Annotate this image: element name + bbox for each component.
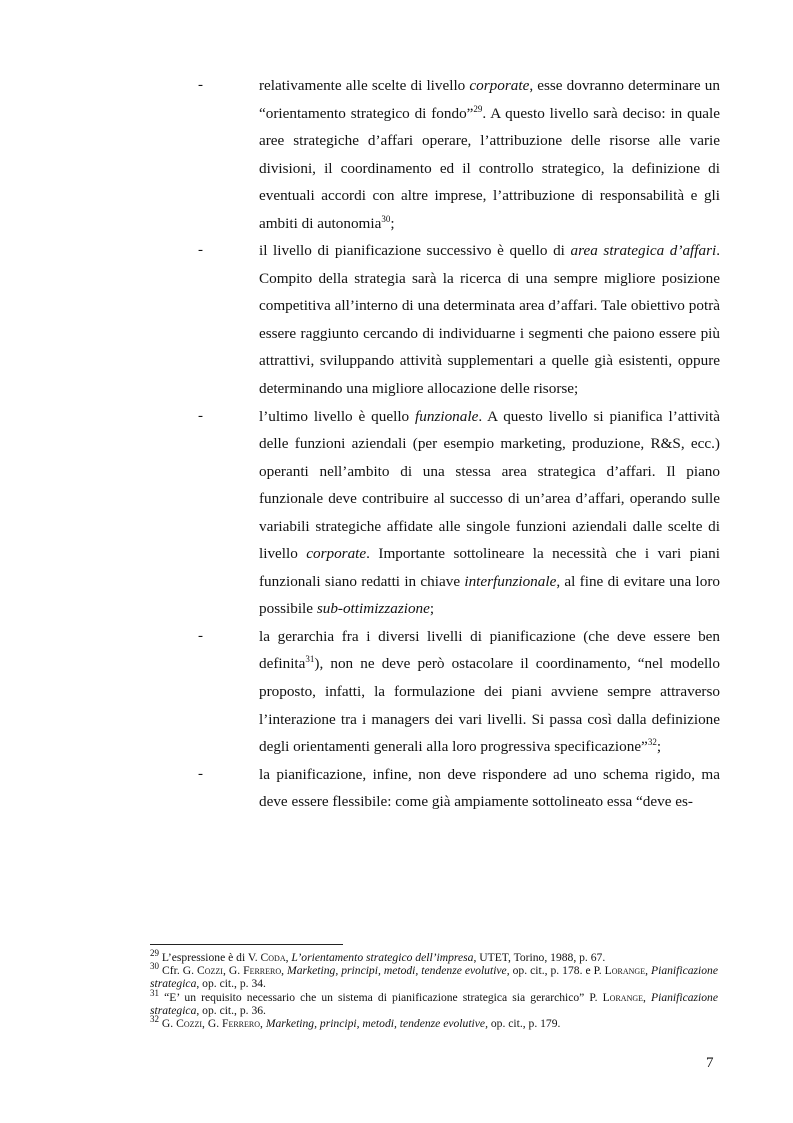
footnote-ref: 30 [150, 961, 159, 972]
list-item [198, 72, 720, 237]
footnote [150, 987, 718, 1017]
text-run: , [285, 951, 292, 964]
footnote-ref: 29 [150, 948, 159, 959]
text-run: , G. F [202, 1017, 229, 1031]
smallcaps-text: orange [611, 964, 646, 978]
text-run: Cfr. G. C [159, 964, 205, 978]
smallcaps-text: ozzi [183, 1017, 203, 1031]
italic-text: area strategica d’affari [570, 242, 717, 260]
footnote [150, 948, 718, 964]
bullet-text [259, 761, 720, 816]
text-run: l’ultimo livello è quello [259, 407, 416, 425]
footnote-ref: 31 [150, 987, 159, 998]
footnote-ref: 32 [150, 1014, 159, 1025]
text-run: , [281, 964, 288, 978]
bullet-dash: - [198, 765, 203, 782]
italic-text: Marketing, principi, metodi, tendenze evolutive, [287, 964, 510, 978]
footnote-ref: 32 [647, 737, 657, 748]
list-item [198, 237, 720, 402]
text-run: , [643, 990, 652, 1004]
bullet-dash: - [198, 242, 203, 259]
italic-text: sub-ottimizzazione [316, 600, 430, 618]
text-run: op. cit., p. 179. [487, 1017, 561, 1031]
footnote [150, 1014, 718, 1031]
text-run: L’espressione è di V. C [159, 951, 269, 964]
smallcaps-text: oda [268, 951, 286, 964]
bullet-dash: - [198, 407, 203, 424]
list-item [198, 761, 720, 816]
italic-text: Marketing, principi, metodi, tendenze evolutive, [265, 1017, 488, 1031]
italic-text: corporate [469, 77, 530, 94]
text-run: relativamente alle scelte di livello [259, 77, 470, 94]
text-run: . Compito della strategia sarà la ricerca di una sempre migliore posizione competitiva all’interno di una determinata area d’affari. Tale obiettivo potrà essere raggiunto cercando di individuarne i segmenti che paiono essere più attrattivi, sviluppando attività supplementari a quelle già esistenti, oppure determinando una migliore allocazione delle risorse; [259, 242, 720, 398]
text-run: , [645, 964, 652, 978]
text-run: . Importante sottolineare la necessità che i vari piani funzionali siano redatti in chiave [259, 545, 720, 590]
text-run: ; [390, 214, 395, 232]
smallcaps-text: errero [228, 1017, 261, 1031]
bullet-list [198, 72, 720, 816]
footnote-ref: 31 [305, 654, 315, 665]
text-run: . A questo livello sarà deciso: in quale aree strategiche d’affari operare, l’attribuzione delle risorse alle varie divisioni, il coordinamento ed il controllo strategico, la definizione di eventuali accordi con altre imprese, l’attribuzione di responsabilità e gli ambiti di autonomia [259, 104, 720, 232]
list-item [198, 403, 720, 623]
text-run: , esse dovranno determinare un “orientamento strategico di fondo” [259, 77, 720, 122]
text-run: il livello di pianificazione successivo è quello di [259, 242, 571, 260]
italic-text: Pianificazione strategica [150, 964, 718, 991]
page-number: 7 [706, 1055, 714, 1071]
bullet-text [259, 72, 720, 237]
italic-text: L’orientamento strategico dell’impresa [291, 951, 474, 964]
list-item [198, 623, 720, 761]
footnote [150, 961, 718, 991]
text-run: la pianificazione, infine, non deve rispondere ad uno schema rigido, ma deve essere flessibile: come già ampiamente sottolineato essa “deve es- [259, 765, 720, 811]
footnote-separator [150, 944, 343, 945]
text-run: , [260, 1017, 266, 1031]
italic-text: corporate [306, 545, 367, 563]
bullet-dash: - [198, 77, 203, 93]
footnote-ref: 29 [473, 103, 483, 114]
smallcaps-text: ozzi [204, 964, 223, 978]
bullet-dash: - [198, 627, 203, 644]
bullet-text [259, 237, 720, 402]
footnotes [150, 948, 718, 1031]
text-run: la gerarchia fra i diversi livelli di pianificazione (che deve essere ben definita [259, 627, 720, 673]
text-run: op. cit., p. 178. e P. L [509, 964, 612, 978]
text-run: ), non ne deve però ostacolare il coordinamento, “nel modello proposto, infatti, la formulazione dei piani avviene sempre attraverso l’interazione tra i managers dei vari livelli. Si passa così dalla definizione degli orientamenti generali alla loro progressiva specificazione” [259, 655, 720, 756]
footnote-ref: 30 [381, 213, 391, 224]
text-run: G. C [159, 1017, 184, 1031]
text-run: , op. cit., p. 36. [196, 1003, 266, 1017]
italic-text: funzionale [415, 407, 479, 425]
text-run: ; [429, 600, 435, 618]
text-run: “E’ un requisito necessario che un sistema di pianificazione strategica sia gerarchico” P. L [159, 990, 610, 1004]
text-run: . A questo livello si pianifica l’attività delle funzioni aziendali (per esempio marketing, produzione, R&S, ecc.) operanti nell’ambito di una stessa area strategica d’affari. Il piano funzionale deve contribuire al successo di un’area d’affari, operando sulle variabili strategiche affidate alle singole funzioni aziendali dalle scelte di livello [259, 407, 720, 563]
smallcaps-text: errero [249, 964, 282, 978]
smallcaps-text: orange [609, 990, 644, 1004]
bullet-text [259, 403, 720, 623]
italic-text: Pianificazione strategica [150, 990, 718, 1017]
text-run: ; [656, 738, 662, 756]
text-run: , UTET, Torino, 1988, p. 67. [473, 951, 606, 964]
text-run: , G. F [222, 964, 250, 978]
italic-text: interfunzionale [464, 572, 557, 590]
text-run: , op. cit., p. 34. [196, 977, 266, 991]
text-run: , al fine di evitare una loro possibile [259, 572, 720, 618]
bullet-text [259, 623, 720, 761]
